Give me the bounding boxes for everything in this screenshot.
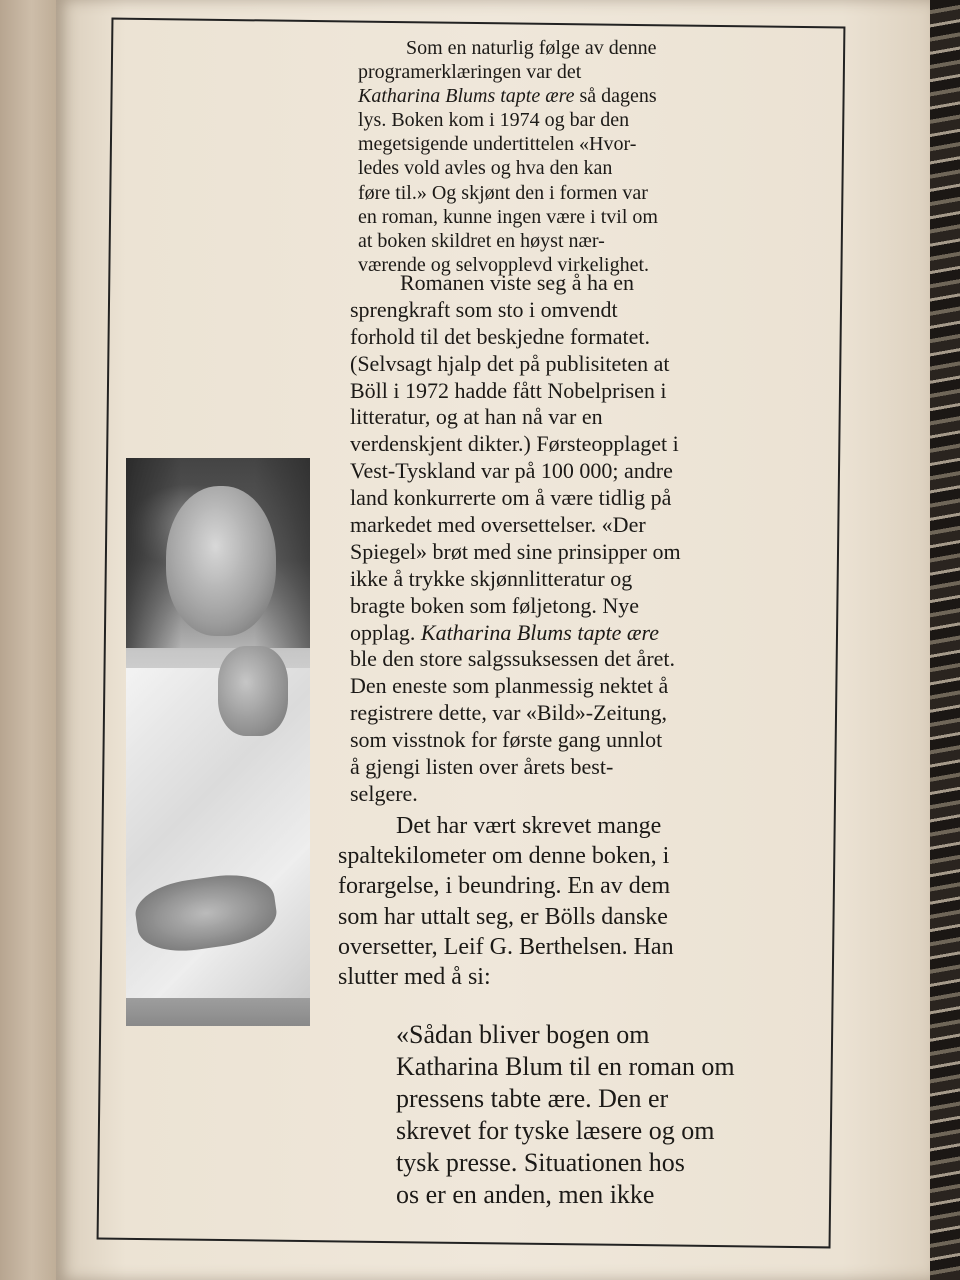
text-line: lys. Boken kom i 1974 og bar den — [358, 109, 630, 132]
text-line: sprengkraft som sto i omvendt — [350, 296, 618, 322]
text-line: Spiegel» brøt med sine prinsipper om — [350, 538, 681, 564]
text-line: litteratur, og at han nå var en — [350, 404, 603, 430]
paragraph-2 — [350, 272, 681, 810]
text-line: å gjengi listen over årets best- — [350, 754, 614, 780]
photo-hand — [218, 646, 288, 736]
paragraph-1 — [358, 38, 658, 279]
text-line: som har uttalt seg, er Bölls danske — [338, 903, 668, 930]
text-line: spaltekilometer om denne boken, i — [338, 843, 670, 870]
text-line: ledes vold avles og hva den kan — [358, 157, 613, 180]
text-line: bragte boken som føljetong. Nye — [350, 592, 639, 618]
text-line: (Selvsagt hjalp det på publisiteten at — [350, 350, 670, 376]
text-line: tysk presse. Situationen hos — [396, 1148, 685, 1177]
text-line: megetsigende undertittelen «Hvor- — [358, 133, 637, 156]
text-line: skrevet for tyske læsere og om — [396, 1116, 715, 1145]
text-line: land konkurrerte om å være tidlig på — [350, 485, 672, 511]
text-line: opplag. Katharina Blums tapte ære — [350, 619, 660, 645]
text-line: forargelse, i beundring. En av dem — [338, 873, 671, 900]
text-line: Som en naturlig følge av denne — [406, 37, 657, 59]
photo-head — [166, 486, 276, 636]
text-line: Katharina Blum til en roman om — [396, 1052, 735, 1081]
text-line: selgere. — [350, 780, 418, 806]
text-line: oversetter, Leif G. Berthelsen. Han — [338, 933, 674, 960]
paragraph-3 — [338, 814, 674, 995]
text-line: pressens tabte ære. Den er — [396, 1084, 669, 1113]
text-line: os er en anden, men ikke — [396, 1180, 655, 1209]
text-line: markedet med oversettelser. «Der — [350, 512, 646, 538]
text-line: ble den store salgssuksessen det året. — [350, 646, 676, 672]
block-quote — [396, 1022, 735, 1214]
text-line: «Sådan bliver bogen om — [396, 1020, 650, 1049]
text-line: Böll i 1972 hadde fått Nobelprisen i — [350, 377, 667, 403]
text-line: programerklæringen var det — [358, 61, 582, 84]
text-line: forhold til det beskjedne formatet. — [350, 323, 650, 349]
text-line: værende og selvopplevd virkelighet. — [358, 253, 650, 276]
text-line: Katharina Blums tapte ære så dagens — [358, 85, 657, 108]
text-line: registrere dette, var «Bild»-Zeitung, — [350, 700, 668, 726]
text-line: føre til.» Og skjønt den i formen var — [358, 181, 648, 204]
text-line: Det har vært skrevet mange — [396, 813, 662, 839]
text-line: verdenskjent dikter.) Førsteopplaget i — [350, 431, 679, 457]
background-fabric — [930, 0, 960, 1280]
author-portrait-photo — [126, 458, 310, 1026]
text-line: Romanen viste seg å ha en — [400, 270, 634, 295]
text-line: ikke å trykke skjønnlitteratur og — [350, 565, 633, 591]
text-line: en roman, kunne ingen være i tvil om — [358, 205, 658, 228]
text-line: slutter med å si: — [338, 963, 491, 990]
text-line: som visstnok for første gang unnlot — [350, 727, 663, 753]
text-line: Vest-Tyskland var på 100 000; andre — [350, 458, 673, 484]
text-line: at boken skildret en høyst nær- — [358, 229, 605, 252]
text-line: Den eneste som planmessig nektet å — [350, 673, 669, 699]
